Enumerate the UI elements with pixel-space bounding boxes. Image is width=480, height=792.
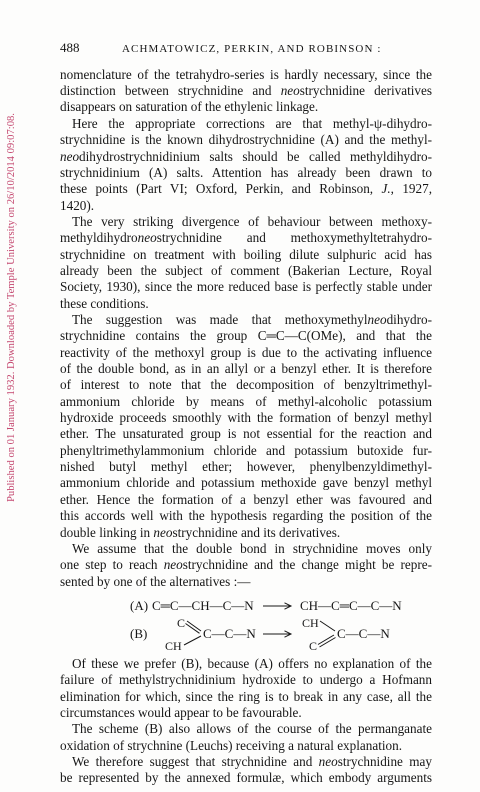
text-run: hydroxide proceeds smoothly with the formation of benzyl methyl — [60, 410, 432, 426]
text-line — [60, 377, 432, 393]
text-run: strychnidine derivatives — [299, 83, 432, 99]
text-line — [72, 541, 432, 557]
text-run: sented by one of the alternatives :— — [60, 573, 251, 589]
reaction-a-product: CH—C═C—C—N — [300, 598, 402, 613]
text-run: strychnidine and the change might be repre- — [182, 557, 432, 573]
italic-text: neo — [280, 83, 300, 99]
italic-text: J. — [381, 181, 391, 197]
text-run: dihydrostrychnidinium salts should be called methyldihydro- — [79, 148, 432, 164]
text-line — [72, 312, 432, 328]
text-line — [60, 132, 432, 148]
text-run: this accords well with the hypothesis regarding the position of the — [60, 508, 432, 524]
text-run: double linking in — [60, 524, 154, 540]
reaction-b-label: (B) — [130, 626, 148, 641]
text-line — [60, 247, 432, 263]
text-run: strychnidine and its derivatives. — [172, 524, 341, 540]
reaction-b-reactant-upper: C — [177, 616, 186, 630]
text-run: We therefore suggest that strychnidine and — [72, 754, 319, 770]
text-line — [72, 656, 432, 672]
paragraph — [60, 541, 432, 590]
running-title: ACHMATOWICZ, PERKIN, AND ROBINSON : — [122, 43, 382, 55]
text-run: Of these we prefer (B), because (A) offers no explanation of the — [72, 656, 432, 671]
reaction-b-reactant-chain: C—C—N — [203, 626, 256, 641]
reaction-a-reactant: C═C—CH—C—N — [152, 598, 254, 613]
single-bond-line — [184, 636, 201, 645]
text-run: nished butyl methyl ether; however, phenylbenzyldimethyl- — [60, 459, 432, 475]
text-run: Society, 1930), since the more reduced base is perfectly stable under — [60, 279, 432, 295]
reaction-a-label: (A) — [130, 598, 149, 613]
text-line — [60, 67, 432, 83]
text-run: ether. Hence the formation of a benzyl ether was favoured and — [60, 491, 432, 507]
text-run: of interest to note that the decomposition of benzyltrimethyl- — [60, 377, 432, 393]
text-run: nomenclature of the tetrahydro-series is hardly necessary, since the — [60, 66, 432, 82]
text-line — [60, 492, 432, 508]
reaction-arrow-icon — [263, 603, 291, 609]
text-run: disappears on saturation of the ethylenic linkage. — [60, 99, 319, 115]
text-run: already been the subject of comment (Bakerian Lecture, Royal — [60, 262, 432, 278]
text-line — [60, 99, 432, 115]
text-run: oxidation of strychnine (Leuchs) receiving a natural explanation. — [60, 737, 403, 753]
italic-text: neo — [163, 557, 183, 573]
text-line — [60, 149, 432, 165]
text-run: phenyltrimethylammonium chloride and potassium butoxide fur- — [60, 442, 432, 458]
paragraph — [60, 67, 432, 116]
text-line — [60, 443, 432, 459]
text-line — [60, 279, 432, 295]
text-run: strychnidine contains the group C═C—C(OMe), and that the — [60, 328, 432, 344]
paragraph — [60, 312, 432, 541]
text-line — [60, 508, 432, 524]
text-line — [60, 705, 432, 721]
text-line — [60, 83, 432, 99]
paragraph — [60, 214, 432, 312]
paragraph — [60, 116, 432, 214]
reaction-arrow-icon — [263, 631, 291, 637]
text-line — [60, 345, 432, 361]
paragraph — [60, 721, 432, 754]
text-line — [60, 770, 432, 786]
italic-text: neo — [367, 312, 387, 328]
text-run: The scheme (B) also allows of the course of the permanganate — [72, 721, 432, 737]
text-run: dihydro- — [386, 312, 432, 328]
text-line — [60, 459, 432, 475]
text-line — [60, 361, 432, 377]
text-line — [72, 214, 432, 230]
reaction-b-product-upper: CH — [302, 616, 319, 630]
text-run: We assume that the double bond in strychnidine moves only — [72, 540, 432, 556]
text-run: strychnidine is the known dihydrostrychnidine (A) and the methyl- — [60, 132, 432, 148]
text-run: these conditions. — [60, 295, 149, 311]
italic-text: neo — [60, 148, 80, 164]
text-line — [60, 475, 432, 491]
text-line — [60, 410, 432, 426]
text-run: 1420). — [60, 197, 95, 213]
text-line — [60, 263, 432, 279]
italic-text: neo — [318, 754, 338, 770]
text-run: one step to reach — [60, 557, 164, 573]
text-line — [60, 525, 432, 541]
text-run: distinction between strychnidine and — [60, 83, 281, 99]
download-notice: Published on 01 January 1932. Downloaded by Temple University on 26/10/2014 09:07:08. — [6, 113, 17, 502]
text-run: strychnidine and methoxymethyltetrahydro- — [156, 230, 432, 246]
text-line — [60, 689, 432, 705]
page-number: 488 — [60, 40, 80, 55]
text-run: failure of methylstrychnidinium hydroxide to undergo a Hofmann — [60, 672, 432, 688]
single-bond-line — [320, 621, 335, 631]
italic-text: neo — [153, 524, 173, 540]
text-run: ether. The unsaturated group is not essential for the reaction and — [60, 426, 432, 442]
text-run: Here the appropriate corrections are that methyl-ψ-dihydro- — [72, 115, 432, 131]
text-line — [60, 672, 432, 688]
text-line — [60, 181, 432, 197]
reaction-b-product-lower: C — [309, 639, 318, 653]
text-run: , 1927, — [390, 181, 433, 197]
text-run: strychnidinium (A) salts. Attention has already been drawn to — [60, 164, 432, 180]
text-run: ammonium chloride by means of methyl-alcoholic potassium — [60, 393, 432, 409]
reaction-scheme — [0, 590, 480, 656]
text-line — [60, 557, 432, 573]
text-run: be represented by the annexed formulæ, which embody arguments — [60, 770, 432, 786]
text-line — [60, 574, 432, 590]
text-run: strychnidine may — [337, 754, 432, 770]
text-run: methyldihydro — [60, 230, 138, 246]
text-line — [72, 721, 432, 737]
paragraph — [60, 754, 432, 787]
reaction-b-reactant-lower: CH — [165, 639, 182, 653]
text-line — [60, 165, 432, 181]
text-line — [72, 116, 432, 132]
text-line — [60, 738, 432, 754]
paragraph — [60, 656, 432, 721]
text-line — [60, 296, 432, 312]
text-run: circumstances would appear to be favourable. — [60, 705, 302, 721]
reaction-b-product-chain: C—C—N — [337, 626, 390, 641]
double-bond-line — [186, 621, 202, 633]
text-run: The suggestion was made that methoxymethyl — [72, 312, 368, 328]
italic-text: neo — [137, 230, 157, 246]
text-run: ammonium chloride and potassium methoxide gave benzyl methyl — [60, 475, 432, 491]
text-line — [60, 426, 432, 442]
text-line — [60, 328, 432, 344]
text-line — [60, 198, 432, 214]
text-line — [72, 754, 432, 770]
text-run: elimination for which, since the ring is to break in any case, all the — [60, 688, 432, 704]
text-run: The very striking divergence of behaviour between methoxy- — [72, 213, 432, 229]
text-run: strychnidine on treatment with boiling dilute sulphuric acid has — [60, 246, 432, 262]
double-bond-line — [318, 635, 336, 647]
text-line — [60, 394, 432, 410]
text-run: of the double bond, as in an allyl or a benzyl ether. It is therefore — [60, 361, 432, 377]
text-run: these points (Part VI; Oxford, Perkin, and Robinson, — [60, 181, 382, 197]
text-line — [60, 230, 432, 246]
text-run: reactivity of the methoxyl group is due to the activating influence — [60, 344, 432, 360]
